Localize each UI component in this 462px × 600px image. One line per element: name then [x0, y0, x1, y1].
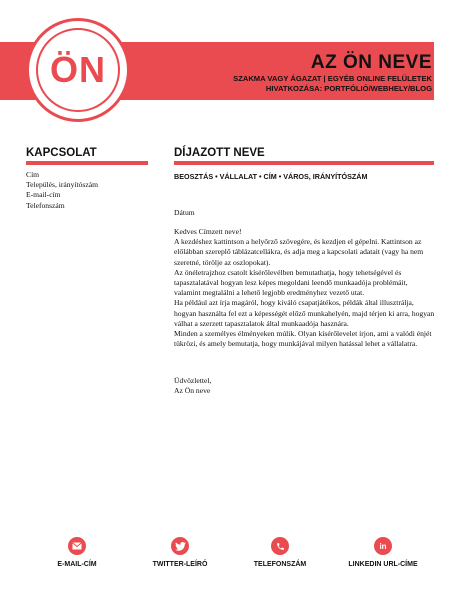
contact-email[interactable]: E-mail-cím: [26, 190, 61, 200]
letter-closing: [174, 376, 436, 396]
monogram-initials[interactable]: ÖN: [50, 49, 106, 90]
recipient-heading[interactable]: DÍJAZOTT NEVE: [174, 147, 265, 159]
footer-phone-label: TELEFONSZÁM: [253, 561, 307, 568]
footer-email[interactable]: [27, 537, 127, 568]
closing-text[interactable]: Üdvözlettel,: [174, 376, 212, 385]
recipient-divider: [174, 161, 434, 165]
contact-list: [26, 170, 98, 211]
tagline-line-1: SZAKMA VAGY ÁGAZAT | EGYÉB ONLINE FELÜLETEK: [233, 74, 432, 83]
monogram-circle: [26, 18, 130, 122]
tagline-line-2: HIVATKOZÁSA: PORTFÓLIÓ/WEBHELY/BLOG: [265, 84, 432, 93]
phone-icon: [271, 537, 289, 555]
body-paragraph-2[interactable]: Az önéletrajzhoz csatolt kísérőlevélben bemutathatja, hogy tehetségével és tapasztalatával hogyan lesz képes megoldani leendő munkaadója problémáit, valamint megtalálni a lehető legjobb eredményhez vezető utat.: [174, 267, 408, 298]
letter-body: [174, 227, 436, 349]
footer-linkedin[interactable]: [333, 537, 433, 568]
footer-email-label: E-MAIL-CÍM: [57, 561, 97, 568]
footer-phone[interactable]: [230, 537, 330, 568]
letter-date: [174, 208, 436, 218]
contact-city-zip[interactable]: Település, irányítószám: [26, 180, 99, 190]
contact-address[interactable]: Cím: [26, 170, 40, 179]
footer-linkedin-label: LINKEDIN URL-CÍME: [348, 561, 418, 568]
email-icon: [68, 537, 86, 555]
recipient-job-line[interactable]: BEOSZTÁS • VÁLLALAT • CÍM • VÁROS, IRÁNYÍTÓSZÁM: [174, 172, 368, 181]
greeting[interactable]: Kedves Címzett neve!: [174, 227, 242, 236]
monogram-inner-ring: [36, 28, 120, 112]
linkedin-icon: in: [374, 537, 392, 555]
applicant-name[interactable]: AZ ÖN NEVE: [310, 52, 432, 73]
body-paragraph-3[interactable]: Ha például azt írja magáról, hogy kiváló csapatjátékos, példák által illusztrálja, hogyan használta fel ezt a képességét előző munkahelyén, majd térjen ki arra, hogyan válhat a szerzett tapasztalatok által munkaadója hasznára.: [174, 298, 435, 328]
body-paragraph-4[interactable]: Minden a személyes élményeken múlik. Olyan kísérőlevelet írjon, ami a valódi énjét tükrözi, és amely bemutatja, hogy munkájával milyen hatással lehet a vállalatra.: [174, 329, 432, 349]
contact-phone[interactable]: Telefonszám: [26, 200, 65, 210]
footer-twitter[interactable]: [130, 537, 230, 568]
contact-heading[interactable]: KAPCSOLAT: [26, 147, 97, 159]
body-paragraph-1[interactable]: A kezdéshez kattintson a helyőrző szövegére, és kezdjen el gépelni. Kattintson az előlábban szereplő táblázatcellákra, és adja meg a kapcsolati adatait (vagy ha nem szeretné, törölje az oszlopokat).: [174, 237, 424, 267]
date-text[interactable]: Dátum: [174, 208, 195, 217]
twitter-icon: [171, 537, 189, 555]
contact-divider: [26, 161, 148, 165]
applicant-tagline[interactable]: [233, 74, 432, 94]
signature-text[interactable]: Az Ön neve: [174, 386, 211, 396]
footer-twitter-label: TWITTER-LEÍRÓ: [152, 561, 208, 568]
footer-contacts: [0, 537, 462, 577]
